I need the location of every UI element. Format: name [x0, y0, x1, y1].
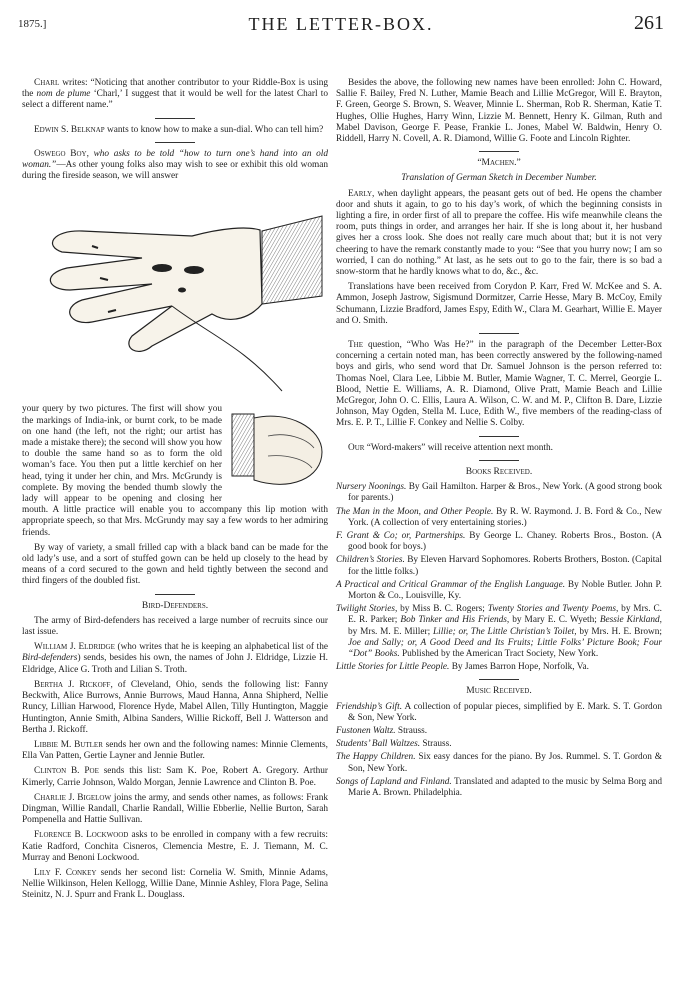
page-header	[18, 12, 664, 38]
book-entry: F. Grant & Co; or, Partnerships. By George L. Chaney. Roberts Bros., Boston. (A good book for boys.)	[336, 530, 662, 553]
eye-marking-icon	[152, 264, 172, 272]
charl-paragraph: Charl writes: “Noticing that another contributor to your Riddle-Box is using the nom de plume ‘Charl,’ I suggest that it would be well for the latest Charl to select a different name.”	[22, 78, 328, 111]
marked-hand-illustration	[22, 186, 328, 404]
divider	[479, 679, 519, 680]
translation-paragraph: Early, when daylight appears, the peasant gets out of bed. He opens the chamber door and shuts it again, to go to his day’s work, of which the beginning consists in lighting a fire, in order first of all to prepare the coffee. His wife meanwhile cleans the room, puts things in order, and arranges her hair. If she is long about it, her husband gives her a cross look. She does not really care much about that; but it is not very cheering to have the remark constantly made to you: “See that you hurry now; I am so worried, I can do nothing.” At last, as he sets out to go to the fair, there is so bad a snow-storm that he hardly knows what to do, &c., &c.	[336, 188, 662, 278]
page-number: 261	[634, 12, 664, 34]
header-title: THE LETTER-BOX.	[248, 14, 434, 34]
book-entry: Nursery Noonings. By Gail Hamilton. Harper & Bros., New York. (A good strong book for parents.)	[336, 482, 663, 504]
word-makers-paragraph: Our “Word-makers” will receive attention next month.	[348, 442, 553, 453]
bird-entry: Florence B. Lockwood asks to be enrolled in company with a few recruits: Katie Radford, Conchita Cisneros, Clemencia Mestre, E. J. Tiemann, M. C. Murray and Benoni Lockwood.	[22, 830, 328, 863]
oswego-paragraph: Oswego Boy, who asks to be told “how to turn one’s hand into an old woman.”—As other young folks also may wish to see or exhibit this old woman during the fireside season, we will answer	[22, 148, 329, 182]
left-column	[22, 78, 328, 906]
bird-entry: Charlie J. Bigelow joins the army, and sends other names, as follows: Frank Dingman, Willie Randall, Charlie Randall, Willie Ebberlie, Nellie Burton, Sarah Pompenella and Hattie Sullivan.	[22, 792, 328, 826]
eye-marking-icon	[184, 266, 204, 274]
section-heading-music: Music Received.	[466, 686, 532, 697]
book-entry: The Man in the Moon, and Other People. By R. W. Raymond. J. B. Ford & Co., New York. (A collection of very entertaining stories.)	[336, 506, 662, 528]
bird-entry: Lily F. Conkey sends her second list: Cornelia W. Smith, Minnie Adams, Nellie Wilkinson, Helen Kellogg, Willie Dane, Minnie Ashley, Flora Page, Selina Steinitz, N. J. Spurr and Frank L. Douglass.	[22, 867, 328, 901]
section-heading-machen: “Machen.”	[477, 158, 521, 169]
music-entry: Students’ Ball Waltzes. Strauss.	[336, 739, 452, 750]
divider	[155, 594, 195, 595]
answer-paragraph: your query by two pictures. The first will show you the markings of India-ink, or burnt cork, to be made on one hand (the left, not the right; our artist has made a mistake there); the second will show you how to double the same hand so as to form the old woman’s face. You then put a little kerchief on her head, tying it under her chin, and Mrs. McGrundy is complete. By moving the bended thumb slowly the lady will appear to be opening and closing her mouth. A little practice will enable you to accompany this lip motion with appropriate speech, so that Mrs. McGrundy may say a few words to her admiring friends.	[22, 404, 328, 538]
music-entry: Fustonen Waltz. Strauss.	[336, 725, 428, 736]
enrolled-names-paragraph: Besides the above, the following new names have been enrolled: John C. Howard, Sallie F. Bailey, Fred N. Luther, Mamie Beach and Lillie McGregor, Will E. Brayton, F. Green, George S. Brown, S. Weaver, Minnie L. Sherman, Rob R. Sherman, Katie T. Hughes, Ollie Hughes, Harry Winn, Lizzie M. Bennett, Henry K. Gilman, Ruth and Mabel Davison, George F. Pease, Frankie L. Jones, Mabel W. Baldwin, Henry O. Riddell, Harry N. Covell, A. R. Diamond, Willie G. Foote and Lincoln Righter.	[336, 78, 662, 145]
section-heading-books: Books Received.	[465, 466, 533, 477]
translators-paragraph: Translations have been received from Corydon P. Karr, Fred W. McKee and S. A. Ammon, Joseph Jastrow, Sigismund Dormitzer, Carrie Hesse, Mary B. McCoy, Emily Schumann, Lizzie Bradford, James Espy, Edith W., Clara M. Gearhart, Willie E. Mayer and O. Smith.	[336, 282, 662, 326]
bird-intro: The army of Bird-defenders has received a large number of recruits since our last issue.	[22, 615, 328, 638]
nose-marking-icon	[178, 288, 186, 293]
bird-entry: Clinton B. Poe sends this list: Sam K. Poe, Robert A. Gregory. Arthur Kimerly, Carrie Johnson, Waldo Morgan, Jennie Lawrence and Clinton B. Poe.	[22, 766, 328, 788]
variety-paragraph: By way of variety, a small frilled cap with a black band can be made for the old lady’s use, and a sort of stuffed gown can be held up closely to the head by means of a cord secured to the gown and held tightly between the second and third fingers of the doubled fist.	[22, 542, 328, 587]
book-entry: Children’s Stories. By Eleven Harvard Sophomores. Roberts Brothers, Boston. (Capital for the little folks.)	[336, 555, 663, 577]
section-heading-bird-defenders: Bird-Defenders.	[141, 600, 209, 611]
music-entry: Friendship’s Gift. A collection of popular pieces, simplified by E. Mark. S. T. Gordon & Son, New York.	[336, 701, 662, 723]
book-entry: Little Stories for Little People. By James Barron Hope, Norfolk, Va.	[336, 662, 589, 673]
divider	[155, 118, 195, 119]
music-entry: Songs of Lapland and Finland. Translated and adapted to the music by Selma Borg and Marie A. Brown. Philadelphia.	[336, 776, 662, 798]
divider	[155, 142, 195, 143]
music-entry: The Happy Children. Six easy dances for the piano. By Jos. Rummel. S. T. Gordon & Son, New York.	[336, 752, 662, 774]
book-entry: A Practical and Critical Grammar of the English Language. By Noble Butler. John P. Morton & Co., Louisville, Ky.	[336, 579, 662, 601]
book-entry: Twilight Stories, by Miss B. C. Rogers; Twenty Stories and Twenty Poems, by Mrs. C. E. R. Parker; Bob Tinker and His Friends, by Mary E. C. Wyeth; Bessie Kirkland, by Mrs. M. E. Miller; Lillie; or, The Little Christian’s Toilet, by Mrs. H. E. Brown; Joe and Sally; or, A Good Deed and Its Fruits; Little Folks’ Picture Book; Four “Dot” Books. Published by the American Tract Society, New York.	[336, 604, 663, 659]
doubled-hand-illustration	[228, 406, 328, 498]
belknap-paragraph: Edwin S. Belknap wants to know how to make a sun-dial. Who can tell him?	[34, 124, 324, 135]
divider	[479, 333, 519, 334]
who-was-he-paragraph: The question, “Who Was He?” in the paragraph of the December Letter-Box concerning a certain noted man, has been correctly answered by the following-named boys and girls, who send word that Dr. Samuel Johnson is the person referred to: Thomas Noel, Clara Lee, Libbie M. Butler, Mamie Wagner, T. C. Merrel, Georgie L. Blood, Nettie E. Williams, A. R. Diamond, Olive Pratt, Mamie Beach and Lillie McGregor, John O. C. Ellis, Laura A. Wilson, C. W. and M. P., Clifton B. Dare, Lizzie Johnson, May Ogden, Stella M. Luce, Edith W., five members of the reading-class of Mrs. E. P. T., Lillie F. Conkey and Nellie S. Colby.	[336, 340, 662, 429]
divider	[479, 151, 519, 152]
bird-entry: Libbie M. Butler sends her own and the following names: Minnie Clements, Ella Van Patten, Gertie Layner and Jennie Butler.	[22, 739, 328, 762]
divider	[479, 436, 519, 437]
machen-subheading: Translation of German Sketch in December Number.	[401, 173, 597, 184]
divider	[479, 460, 519, 461]
right-column	[336, 78, 662, 801]
bird-entry: Bertha J. Rickoff, of Cleveland, Ohio, sends the following list: Fanny Beckwith, Alice Burrows, Annie Burrows, Maud Hanna, Anna Shipherd, Nellie Runcy, Lillian Harwood, Florence Hyde, Mabel Allen, Tilly Huntington, Maggie Huntington, Annie Smith, Albina Sanders, Willie Rickoff, Bell J. Watterson and Bertha J. Rickoff.	[22, 679, 329, 735]
bird-entry: William J. Eldridge (who writes that he is keeping an alphabetical list of the Bird-defenders) sends, besides his own, the names of John J. Eldridge, Lizzie H. Eldridge, Alice G. Troth and Lilian S. Troth.	[22, 642, 328, 675]
header-year: 1875.]	[18, 18, 47, 30]
